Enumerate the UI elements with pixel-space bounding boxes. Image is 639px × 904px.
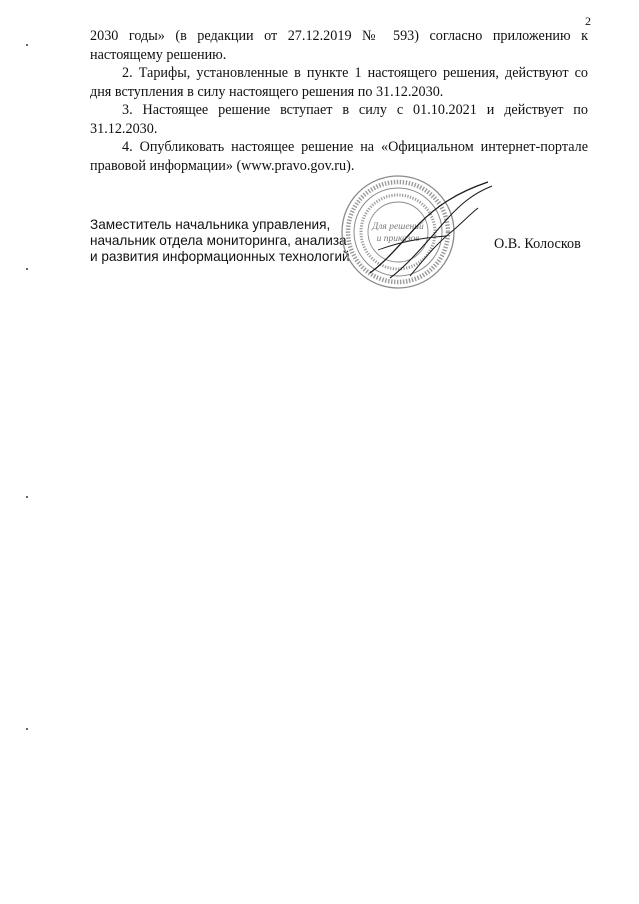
handwritten-signature: [360, 178, 500, 288]
signatory-position-line: и развития информационных технологий: [90, 249, 350, 264]
scan-margin-mark: [26, 496, 28, 498]
document-body: [90, 27, 588, 175]
signatory-position-line: Заместитель начальника управления,: [90, 217, 331, 232]
stamp-center-text: Для решений: [372, 222, 424, 232]
paragraph-continuation: 2030 годы» (в редакции от 27.12.2019 № 593) согласно приложению к настоящему решению.: [90, 28, 588, 63]
page-number: 2: [585, 14, 591, 28]
paragraph-item-3: 3. Настоящее решение вступает в силу с 01.10.2021 и действует по 31.12.2030.: [90, 102, 588, 137]
signature-stroke: [370, 182, 488, 273]
signatory-position-line: начальник отдела мониторинга, анализа: [90, 233, 347, 248]
signature-stroke: [378, 236, 446, 250]
signature-stroke: [390, 186, 492, 278]
signatory-position: [90, 217, 350, 265]
stamp-center-text: и приказов: [376, 234, 420, 244]
paragraph-item-2: 2. Тарифы, установленные в пункте 1 настоящего решения, действуют со дня вступления в силу настоящего решения по 31.12.2030.: [90, 65, 588, 100]
scan-margin-mark: [26, 728, 28, 730]
scan-margin-mark: [26, 268, 28, 270]
scan-margin-mark: [26, 44, 28, 46]
signatory-name: О.В. Колосков: [494, 236, 581, 252]
signature-stroke: [410, 208, 478, 276]
paragraph-item-4: 4. Опубликовать настоящее решение на «Официальном интернет-портале правовой информации» (www.pravo.gov.ru).: [90, 139, 588, 174]
